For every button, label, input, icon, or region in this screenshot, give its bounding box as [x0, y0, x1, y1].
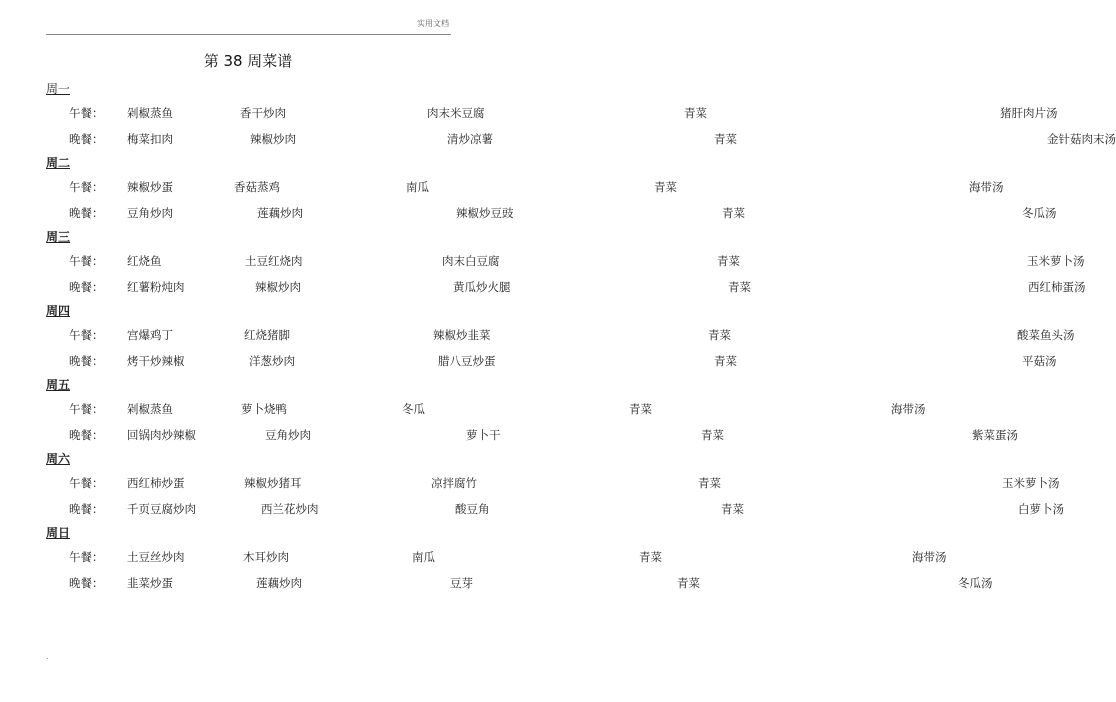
dish-item: 萝卜烧鸭: [241, 402, 287, 416]
dish-item: 青菜: [708, 328, 731, 342]
dish-item: 海带汤: [912, 550, 947, 564]
dish-item: 南瓜: [412, 550, 435, 564]
dish-item: 青菜: [717, 254, 740, 268]
dish-item: 西红柿蛋汤: [1028, 280, 1086, 294]
meal-prefix: 午餐：: [69, 254, 104, 268]
dish-item: 黄瓜炒火腿: [453, 280, 511, 294]
dish-item: 青菜: [654, 180, 677, 194]
day-label: 周日: [46, 526, 71, 540]
dish-item: 玉米萝卜汤: [1002, 476, 1060, 490]
dish-item: 肉末米豆腐: [427, 106, 485, 120]
day-label: 周一: [46, 82, 71, 96]
dish-item: 辣椒炒蛋: [127, 180, 173, 194]
dish-item: 洋葱炒肉: [249, 354, 295, 368]
meal-prefix: 晚餐：: [69, 502, 104, 516]
dish-item: 千页豆腐炒肉: [127, 502, 196, 516]
day-section: [46, 226, 1086, 300]
dish-item: 豆芽: [450, 576, 473, 590]
meal-prefix: 午餐：: [69, 328, 104, 342]
dish-item: 辣椒炒肉: [250, 132, 296, 146]
lunch-row: [46, 100, 1058, 126]
meal-prefix: 午餐：: [69, 402, 104, 416]
dish-item: 土豆丝炒肉: [127, 550, 185, 564]
dish-item: 豆角炒肉: [265, 428, 311, 442]
dinner-row: [46, 570, 993, 596]
dish-item: 烤干炒辣椒: [127, 354, 185, 368]
day-section: [46, 300, 1075, 374]
meal-prefix: 晚餐：: [69, 132, 104, 146]
dish-item: 清炒凉薯: [447, 132, 493, 146]
day-section: [46, 152, 1057, 226]
day-label: 周三: [46, 230, 71, 244]
dish-item: 西红柿炒蛋: [127, 476, 185, 490]
dish-item: 土豆红烧肉: [245, 254, 303, 268]
dish-item: 木耳炒肉: [243, 550, 289, 564]
dish-item: 辣椒炒韭菜: [433, 328, 491, 342]
dish-item: 金针菇肉末汤: [1047, 132, 1116, 146]
dish-item: 青菜: [684, 106, 707, 120]
dish-item: 红烧鱼: [127, 254, 162, 268]
meal-prefix: 晚餐：: [69, 206, 104, 220]
meal-prefix: 午餐：: [69, 550, 104, 564]
dish-item: 香菇蒸鸡: [234, 180, 280, 194]
dish-item: 青菜: [701, 428, 724, 442]
meal-prefix: 晚餐：: [69, 280, 104, 294]
dish-item: 青菜: [639, 550, 662, 564]
dish-item: 萝卜干: [466, 428, 501, 442]
dish-item: 宫爆鸡丁: [127, 328, 173, 342]
dish-item: 海带汤: [969, 180, 1004, 194]
dish-item: 玉米萝卜汤: [1027, 254, 1085, 268]
meal-prefix: 晚餐：: [69, 428, 104, 442]
day-label: 周二: [46, 156, 71, 170]
dish-item: 莲藕炒肉: [256, 576, 302, 590]
dish-item: 豆角炒肉: [127, 206, 173, 220]
dish-item: 猪肝肉片汤: [1000, 106, 1058, 120]
day-label: 周六: [46, 452, 71, 466]
dish-item: 白萝卜汤: [1018, 502, 1064, 516]
dish-item: 韭菜炒蛋: [127, 576, 173, 590]
dish-item: 辣椒炒猪耳: [244, 476, 302, 490]
dish-item: 青菜: [728, 280, 751, 294]
day-section: [46, 448, 1064, 522]
dish-item: 紫菜蛋汤: [972, 428, 1018, 442]
dish-item: 酸豆角: [455, 502, 490, 516]
dish-item: 腊八豆炒蛋: [438, 354, 496, 368]
dinner-row: [46, 348, 1057, 374]
day-section: [46, 374, 1018, 448]
dish-item: 冬瓜: [402, 402, 425, 416]
dish-item: 酸菜鱼头汤: [1017, 328, 1075, 342]
day-label: 周五: [46, 378, 71, 392]
meal-prefix: 午餐：: [69, 106, 104, 120]
header-label: 实用文档: [417, 19, 449, 28]
dish-item: 香干炒肉: [240, 106, 286, 120]
dinner-row: [46, 126, 1116, 152]
lunch-row: [46, 248, 1085, 274]
meal-prefix: 午餐：: [69, 476, 104, 490]
dish-item: 回锅肉炒辣椒: [127, 428, 196, 442]
lunch-row: [46, 322, 1075, 348]
meal-prefix: 午餐：: [69, 180, 104, 194]
dish-item: 冬瓜汤: [958, 576, 993, 590]
dish-item: 青菜: [722, 206, 745, 220]
dish-item: 凉拌腐竹: [431, 476, 477, 490]
lunch-row: [46, 174, 1004, 200]
dish-item: 青菜: [677, 576, 700, 590]
dinner-row: [46, 200, 1057, 226]
day-section: [46, 78, 1116, 152]
dinner-row: [46, 422, 1018, 448]
dish-item: 青菜: [714, 354, 737, 368]
page-title: 第 38 周菜谱: [203, 52, 293, 70]
day-section: [46, 522, 993, 596]
lunch-row: [46, 470, 1060, 496]
dish-item: 剁椒蒸鱼: [127, 106, 173, 120]
dish-item: 辣椒炒豆豉: [456, 206, 514, 220]
dish-item: 冬瓜汤: [1022, 206, 1057, 220]
dish-item: 青菜: [721, 502, 744, 516]
dish-item: 肉末白豆腐: [442, 254, 500, 268]
weekly-menu: [46, 78, 1116, 596]
dish-item: 红烧猪脚: [244, 328, 290, 342]
dish-item: 青菜: [714, 132, 737, 146]
dish-item: 辣椒炒肉: [255, 280, 301, 294]
dish-item: 西兰花炒肉: [261, 502, 319, 516]
lunch-row: [46, 544, 947, 570]
dish-item: 平菇汤: [1022, 354, 1057, 368]
dish-item: 青菜: [629, 402, 652, 416]
dish-item: 青菜: [698, 476, 721, 490]
dish-item: 剁椒蒸鱼: [127, 402, 173, 416]
dinner-row: [46, 496, 1064, 522]
header-divider: [46, 34, 451, 35]
dish-item: 海带汤: [891, 402, 926, 416]
lunch-row: [46, 396, 926, 422]
dish-item: 南瓜: [406, 180, 429, 194]
dish-item: 莲藕炒肉: [257, 206, 303, 220]
footer-mark: .: [46, 652, 49, 661]
meal-prefix: 晚餐：: [69, 354, 104, 368]
meal-prefix: 晚餐：: [69, 576, 104, 590]
dish-item: 梅菜扣肉: [127, 132, 173, 146]
dinner-row: [46, 274, 1086, 300]
dish-item: 红薯粉炖肉: [127, 280, 185, 294]
day-label: 周四: [46, 304, 71, 318]
